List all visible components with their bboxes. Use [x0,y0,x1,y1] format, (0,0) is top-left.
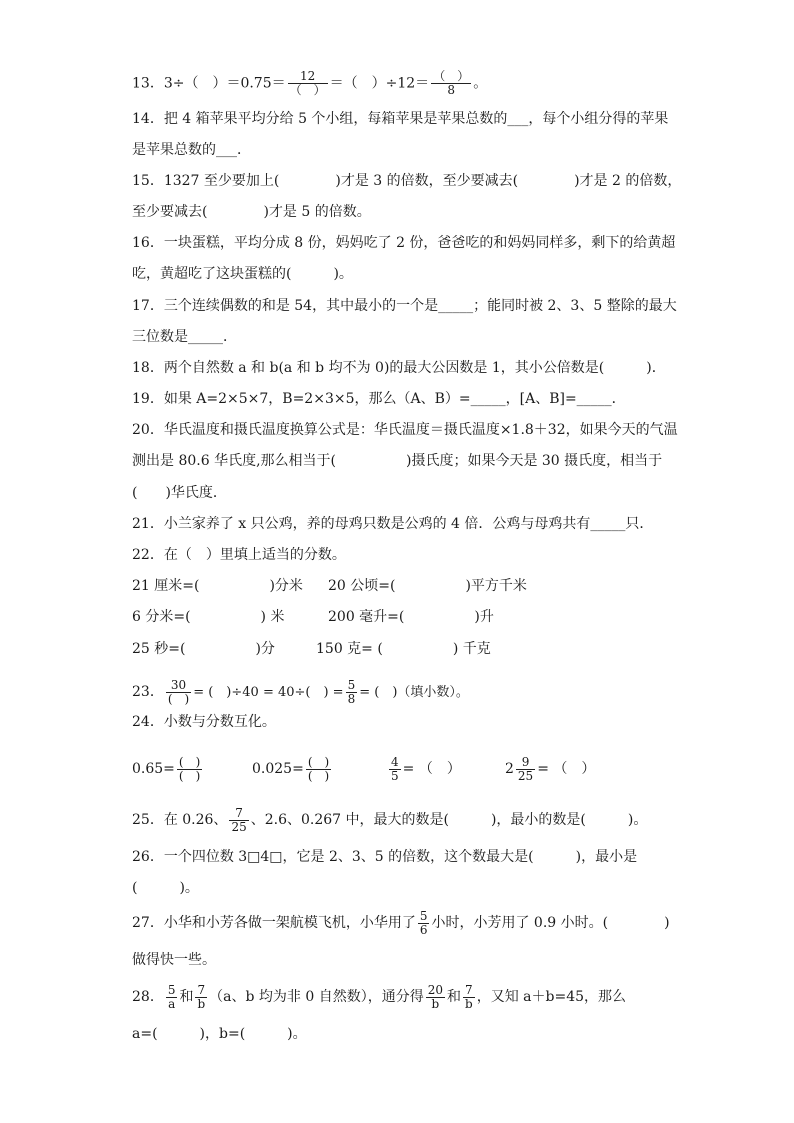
question-17-line-1: 17．三个连续偶数的和是 54，其中最小的一个是_____；能同时被 2、3、5 整除的最大 [132,298,677,314]
question-17-line-2: 三位数是_____． [132,329,237,345]
question-20-line-2: 测出是 80.6 华氏度,那么相当于( )摄氏度；如果今天是 30 摄氏度，相当于 [132,453,663,469]
question-13: 13．3÷（ ）＝0.75＝ $\frac{12}{( )}$ ＝（ ）÷12＝ $\frac{( )}{8}$ 。 [132,69,488,97]
question-19: 19．如果 A=2×5×7，B=2×3×5，那么（A、B）=_____，[A、B]=_____． [132,391,626,407]
question-22-row-2: 6 分米=( ) 米 200 毫升=( )升 [132,609,494,625]
fraction: $\frac{( )}{( )}$ [307,754,330,783]
question-16-line-1: 16．一块蛋糕，平均分成 8 份，妈妈吃了 2 份，爸爸吃的和妈妈同样多，剩下的给黄超 [132,235,676,251]
fraction: $\frac{7}{b}$ [465,982,473,1011]
fraction: $\frac{( )}{8}$ [433,69,470,97]
question-16-line-2: 吃，黄超吃了这块蛋糕的( )。 [132,266,353,282]
question-24-title: 24．小数与分数互化。 [132,714,276,730]
question-20-line-1: 20．华氏温度和摄氏温度换算公式是：华氏温度＝摄氏温度×1.8＋32，如果今天的气温 [132,422,678,438]
question-26-line-2: ( )。 [132,880,199,896]
fraction: $\frac{30}{( )}$ [167,677,190,706]
question-26-line-1: 26．一个四位数 3□4□，它是 2、3、5 的倍数，这个数最大是( )，最小是 [132,849,638,865]
question-15-line-1: 15．1327 至少要加上( )才是 3 的倍数，至少要减去( )才是 2 的倍数， [132,173,682,189]
fraction: $\frac{( )}{( )}$ [178,754,201,783]
question-20-line-3: ( )华氏度． [132,485,227,501]
fraction: $\frac{12}{( )}$ [289,69,326,97]
fraction: $\frac{7}{25}$ [231,805,247,834]
question-28-line-2: a=( )，b=( )。 [132,1026,307,1042]
question-22-row-1: 21 厘米=( )分米 20 公顷=( )平方千米 [132,578,527,594]
question-23: 23． $\frac{30}{( )}$ = ( )÷40 = 40÷( ) = $\frac{5}{8}$ = ( )（填小数）。 [132,677,469,706]
fraction: $\frac{7}{b}$ [197,982,206,1011]
fraction: $\frac{4}{5}$ [391,754,399,783]
question-21: 21．小兰家养了 x 只公鸡，养的母鸡只数是公鸡的 4 倍．公鸡与母鸡共有_____只． [132,516,654,532]
fraction: $\frac{9}{25}$ [517,754,534,783]
fraction: $\frac{5}{8}$ [347,677,356,706]
fraction: $\frac{20}{b}$ [427,982,444,1011]
question-27-line-2: 做得快一些。 [132,952,216,968]
question-22-title: 22．在（ ）里填上适当的分数。 [132,547,346,563]
question-14-line-1: 14．把 4 箱苹果平均分给 5 个小组，每箱苹果是苹果总数的___，每个小组分得的苹果 [132,111,669,127]
question-14-line-2: 是苹果总数的___． [132,142,251,158]
question-27-line-1: 27．小华和小芳各做一架航模飞机，小华用了 $\frac{5}{6}$ 小时，小芳用了 0.9 小时。( ) [132,908,670,937]
question-22-row-3: 25 秒=( )分 150 克= ( ) 千克 [132,641,491,657]
question-25: 25．在 0.26、 $\frac{7}{25}$ 、2.6、0.267 中，最大的数是( )，最小的数是( )。 [132,805,648,834]
fraction: $\frac{5}{6}$ [419,908,428,937]
question-15-line-2: 至少要减去( )才是 5 的倍数。 [132,204,371,220]
question-18: 18．两个自然数 a 和 b(a 和 b 均不为 0)的最大公因数是 1，其小公倍数是( )． [132,360,666,376]
fraction: $\frac{5}{a}$ [167,982,176,1011]
question-28-line-1: 28． $\frac{5}{a}$ 和 $\frac{7}{b}$ （a、b 均为非 0 自然数），通分得 $\frac{20}{b}$ 和 $\frac{7}{b}$ ，又知 a＋b=45，那么 [132,982,627,1011]
question-24-items: 0.65= $\frac{( )}{( )}$ 0.025= $\frac{( )}{( )}$ $\frac{4}{5}$ = （ ） 2 $\frac{9}{25}$ = （ ） [132,754,596,783]
